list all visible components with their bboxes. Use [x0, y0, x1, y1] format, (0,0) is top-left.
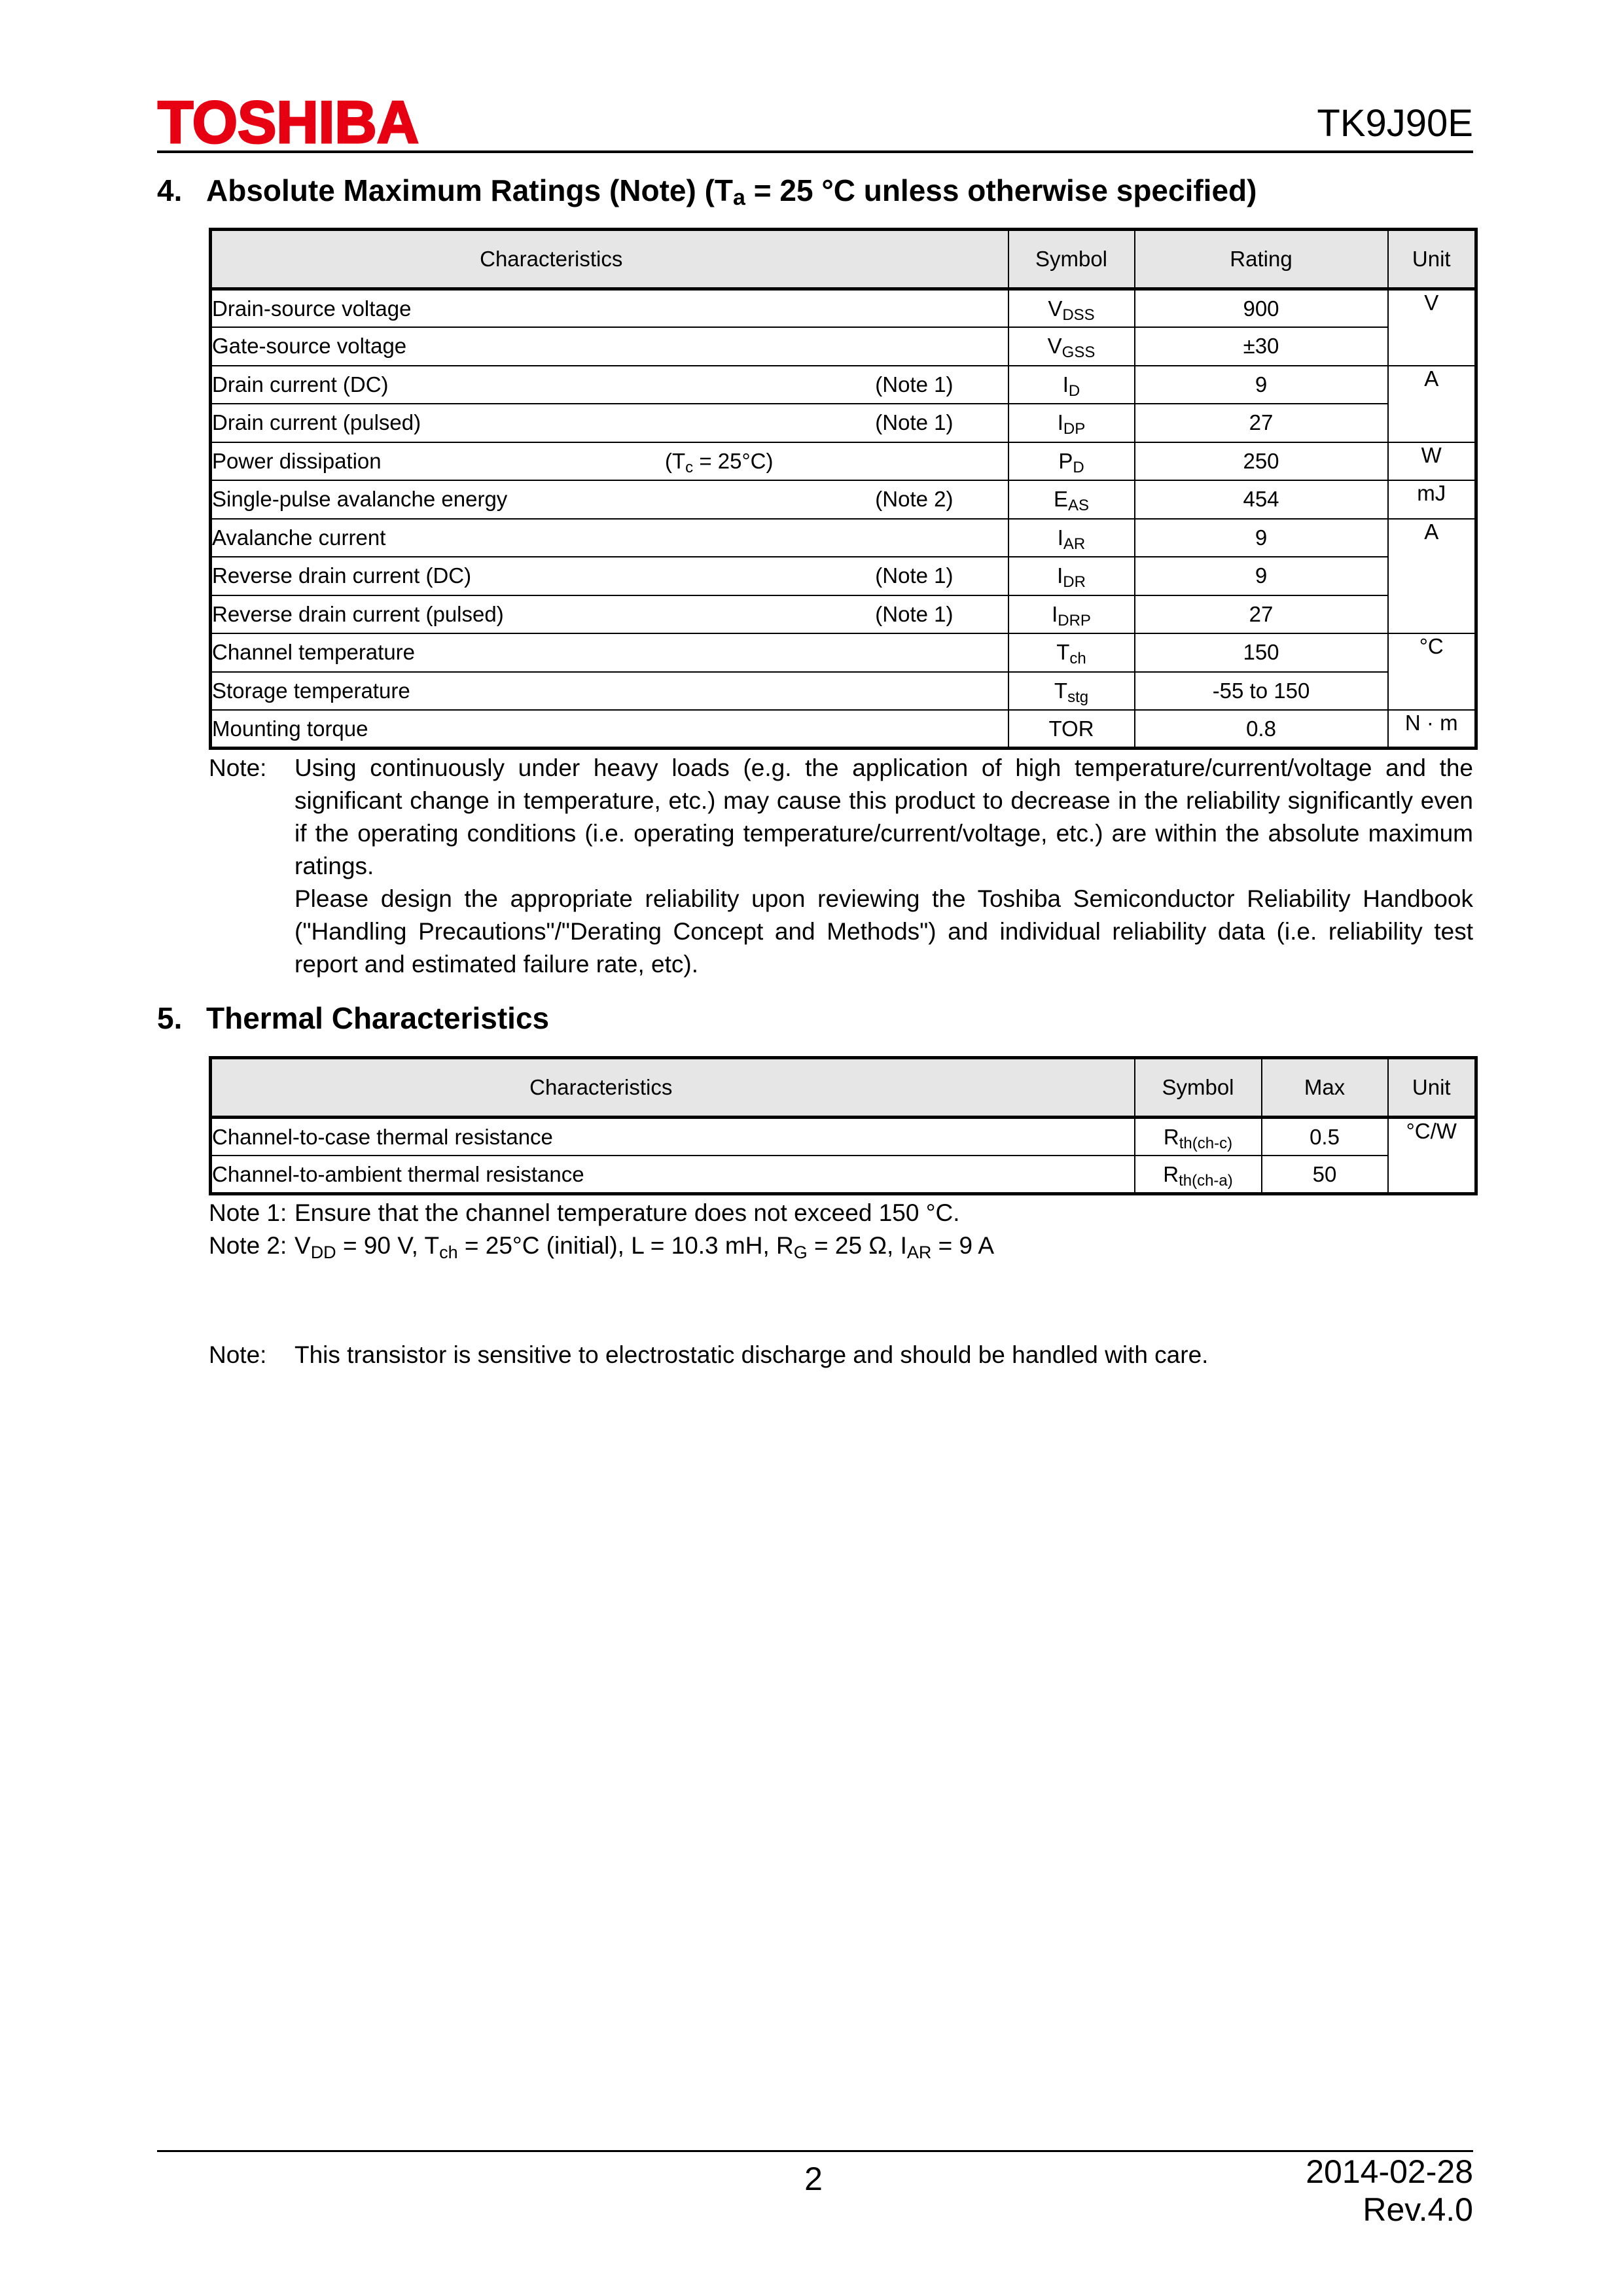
- characteristic-name: Avalanche current: [212, 525, 386, 550]
- symbol-cell: [1008, 404, 1135, 442]
- table-row: [211, 289, 1476, 328]
- symbol-cell: [1008, 557, 1135, 595]
- symbol-subscript: D: [1068, 381, 1080, 400]
- unit-cell: mJ: [1388, 480, 1476, 519]
- table-row: [211, 366, 1476, 404]
- rating-value: ±30: [1135, 327, 1388, 366]
- characteristic-name: Drain current (DC): [212, 372, 389, 397]
- footnote-text: = 9 A: [931, 1232, 995, 1259]
- reliability-note: [294, 752, 1473, 981]
- table-row: [211, 404, 1476, 442]
- note-reference: (Note 2): [875, 487, 954, 512]
- symbol-base: R: [1163, 1161, 1179, 1186]
- symbol-base: R: [1163, 1124, 1179, 1149]
- symbol-subscript: D: [1073, 458, 1084, 476]
- characteristic-cell: [211, 710, 1008, 749]
- characteristic-name: Power dissipation: [212, 448, 382, 473]
- note-label: Note:: [209, 754, 267, 781]
- characteristic-content: [212, 449, 1008, 474]
- unit-cell: W: [1388, 442, 1476, 481]
- col-header-unit: Unit: [1388, 1058, 1476, 1118]
- symbol-cell: [1008, 519, 1135, 557]
- characteristic-cell: [211, 366, 1008, 404]
- footnote-subscript: DD: [310, 1243, 336, 1262]
- table-row: [211, 519, 1476, 557]
- characteristic-content: [212, 372, 1008, 397]
- symbol-base: E: [1053, 487, 1068, 512]
- note-line: Please design the appropriate reliability upon reviewing the Toshiba Semiconductor Reliability Handbook: [294, 885, 1473, 912]
- characteristic-cell: [211, 404, 1008, 442]
- characteristic-name: Single-pulse avalanche energy: [212, 487, 508, 512]
- col-header-symbol: Symbol: [1135, 1058, 1262, 1118]
- footnote-text: = 90 V, T: [336, 1232, 440, 1259]
- unit-cell: °C: [1388, 633, 1476, 710]
- characteristic-name: Channel temperature: [212, 640, 416, 665]
- symbol-cell: [1008, 366, 1135, 404]
- characteristic-content: [212, 640, 1008, 665]
- col-header-max: Max: [1262, 1058, 1388, 1118]
- table-row: [211, 442, 1476, 481]
- table-row: [211, 480, 1476, 519]
- characteristic-name: Reverse drain current (DC): [212, 563, 472, 588]
- characteristic-cell: [211, 633, 1008, 672]
- note-line: report and estimated failure rate, etc).: [294, 951, 698, 978]
- symbol-subscript: th(ch-a): [1179, 1171, 1233, 1190]
- symbol-subscript: th(ch-c): [1179, 1134, 1233, 1152]
- table-row: [211, 672, 1476, 711]
- symbol-subscript: AS: [1068, 497, 1090, 515]
- table-header-row: [211, 1058, 1476, 1118]
- unit-cell: °C/W: [1388, 1118, 1476, 1194]
- note-reference: (Note 1): [875, 563, 954, 588]
- section-title: [206, 173, 1257, 210]
- symbol-cell: [1008, 289, 1135, 328]
- characteristic-cell: [211, 672, 1008, 711]
- test-condition: [665, 449, 774, 474]
- title-text: = 25 °C unless otherwise specified): [745, 173, 1257, 207]
- footnote-subscript: G: [793, 1243, 808, 1262]
- col-header-unit: Unit: [1388, 230, 1476, 289]
- symbol-base: I: [1057, 525, 1063, 550]
- symbol-subscript: GSS: [1061, 344, 1096, 362]
- col-header-rating: Rating: [1135, 230, 1388, 289]
- symbol-cell: [1008, 327, 1135, 366]
- esd-note-label: Note:: [209, 1341, 267, 1368]
- footnote-text: = 25°C (initial), L = 10.3 mH, R: [457, 1232, 794, 1259]
- symbol-base: TOR: [1048, 716, 1094, 741]
- unit-cell: N · m: [1388, 710, 1476, 749]
- symbol-subscript: ch: [1069, 650, 1086, 668]
- table-row: [211, 710, 1476, 749]
- characteristic-content: [212, 296, 1008, 321]
- symbol-base: V: [1047, 334, 1062, 359]
- rating-value: -55 to 150: [1135, 672, 1388, 711]
- condition-text: = 25°C): [693, 448, 774, 473]
- symbol-base: I: [1062, 372, 1069, 397]
- rating-value: 150: [1135, 633, 1388, 672]
- characteristic-cell: [211, 557, 1008, 595]
- symbol-cell: [1008, 442, 1135, 481]
- symbol-subscript: AR: [1063, 535, 1086, 553]
- absolute-maximum-ratings-table: [209, 228, 1478, 750]
- table-row: [211, 557, 1476, 595]
- footnote-label: Note 2:: [209, 1232, 287, 1259]
- symbol-cell: [1135, 1156, 1262, 1194]
- revision-date: 2014-02-28: [1306, 2153, 1473, 2190]
- characteristic-name: Gate-source voltage: [212, 334, 407, 359]
- symbol-base: I: [1057, 563, 1063, 588]
- characteristic-content: [212, 563, 1008, 588]
- footnote-label: Note 1:: [209, 1199, 287, 1226]
- unit-cell: A: [1388, 519, 1476, 634]
- symbol-subscript: DRP: [1058, 611, 1091, 629]
- characteristic-content: [212, 525, 1008, 550]
- characteristic-cell: Channel-to-case thermal resistance: [211, 1118, 1135, 1156]
- note-line: ("Handling Precautions"/"Derating Concept and Methods") and individual reliability data (i.e. reliability test: [294, 918, 1473, 945]
- table-header-row: [211, 230, 1476, 289]
- unit-cell: A: [1388, 366, 1476, 442]
- revision-label: Rev.4.0: [1363, 2191, 1473, 2228]
- header-divider: [157, 150, 1473, 153]
- characteristic-content: [212, 334, 1008, 359]
- symbol-base: V: [1048, 296, 1063, 321]
- rating-value: 9: [1135, 519, 1388, 557]
- footnote-text: Ensure that the channel temperature does not exceed 150 °C.: [294, 1199, 960, 1226]
- section-number: 5.: [157, 1001, 183, 1035]
- symbol-cell: [1008, 480, 1135, 519]
- characteristic-cell: [211, 480, 1008, 519]
- note-line: Using continuously under heavy loads (e.g. the application of high temperature/current/voltage and the: [294, 754, 1473, 781]
- rating-value: 9: [1135, 366, 1388, 404]
- col-header-characteristics: Characteristics: [211, 1058, 1135, 1118]
- symbol-cell: [1008, 595, 1135, 634]
- symbol-base: I: [1052, 601, 1058, 626]
- table-row: [211, 327, 1476, 366]
- characteristic-cell: [211, 327, 1008, 366]
- characteristic-cell: [211, 519, 1008, 557]
- symbol-subscript: DP: [1063, 420, 1086, 438]
- characteristic-cell: [211, 595, 1008, 634]
- col-header-symbol: Symbol: [1008, 230, 1135, 289]
- col-header-characteristics: Characteristics: [211, 230, 1008, 289]
- footnote-text: V: [294, 1232, 311, 1259]
- symbol-cell: [1135, 1118, 1262, 1156]
- section-title: Thermal Characteristics: [206, 1001, 550, 1035]
- note-reference: (Note 1): [875, 601, 954, 626]
- unit-cell: V: [1388, 289, 1476, 366]
- part-number: TK9J90E: [1317, 102, 1473, 145]
- thermal-characteristics-table: [209, 1056, 1478, 1195]
- characteristic-content: [212, 716, 1008, 741]
- characteristic-name: Mounting torque: [212, 716, 368, 741]
- symbol-base: I: [1057, 410, 1063, 435]
- rating-value: 0.8: [1135, 710, 1388, 749]
- section-number: 4.: [157, 173, 183, 207]
- symbol-base: T: [1056, 640, 1070, 665]
- symbol-subscript: DR: [1063, 573, 1086, 592]
- esd-note-text: This transistor is sensitive to electrostatic discharge and should be handled with care.: [294, 1341, 1209, 1368]
- max-value: 50: [1262, 1156, 1388, 1194]
- note-line: if the operating conditions (i.e. operating temperature/current/voltage, etc.) are within the absolute maximum: [294, 820, 1473, 847]
- logo-wordmark: TOSHIBA: [158, 98, 419, 147]
- footer-divider: [157, 2150, 1473, 2152]
- table-row: [211, 1118, 1476, 1156]
- rating-value: 900: [1135, 289, 1388, 328]
- note-line: significant change in temperature, etc.) may cause this product to decrease in the reliability significantly even: [294, 787, 1473, 814]
- toshiba-logo: [157, 98, 421, 147]
- characteristic-name: Drain-source voltage: [212, 296, 412, 321]
- table-row: [211, 595, 1476, 634]
- footnote-test-conditions: [294, 1229, 994, 1262]
- symbol-subscript: stg: [1067, 688, 1089, 706]
- characteristic-name: Storage temperature: [212, 678, 410, 703]
- symbol-cell: [1008, 672, 1135, 711]
- rating-value: 250: [1135, 442, 1388, 481]
- condition-subscript: c: [685, 458, 694, 476]
- note-reference: (Note 1): [875, 410, 954, 435]
- max-value: 0.5: [1262, 1118, 1388, 1156]
- page-number: 2: [804, 2161, 823, 2197]
- footnote-subscript: ch: [439, 1243, 458, 1262]
- symbol-subscript: DSS: [1062, 306, 1095, 324]
- condition-text: (T: [665, 448, 686, 473]
- characteristic-content: [212, 487, 1008, 512]
- characteristic-cell: [211, 289, 1008, 328]
- characteristic-content: [212, 679, 1008, 703]
- characteristic-content: [212, 602, 1008, 627]
- characteristic-name: Drain current (pulsed): [212, 410, 421, 435]
- characteristic-cell: Channel-to-ambient thermal resistance: [211, 1156, 1135, 1194]
- symbol-cell: [1008, 633, 1135, 672]
- characteristic-name: Reverse drain current (pulsed): [212, 601, 504, 626]
- characteristic-content: [212, 410, 1008, 435]
- symbol-cell: [1008, 710, 1135, 749]
- footnote-text: = 25 Ω, I: [807, 1232, 907, 1259]
- rating-value: 9: [1135, 557, 1388, 595]
- rating-value: 454: [1135, 480, 1388, 519]
- note-reference: (Note 1): [875, 372, 954, 397]
- title-text: Absolute Maximum Ratings (Note) (T: [206, 173, 734, 207]
- symbol-base: P: [1058, 448, 1073, 473]
- rating-value: 27: [1135, 595, 1388, 634]
- table-row: [211, 633, 1476, 672]
- footnote-subscript: AR: [906, 1243, 932, 1262]
- table-row: [211, 1156, 1476, 1194]
- note-line: ratings.: [294, 853, 374, 879]
- title-subscript: a: [733, 185, 745, 210]
- rating-value: 27: [1135, 404, 1388, 442]
- characteristic-cell: [211, 442, 1008, 481]
- symbol-base: T: [1054, 678, 1068, 703]
